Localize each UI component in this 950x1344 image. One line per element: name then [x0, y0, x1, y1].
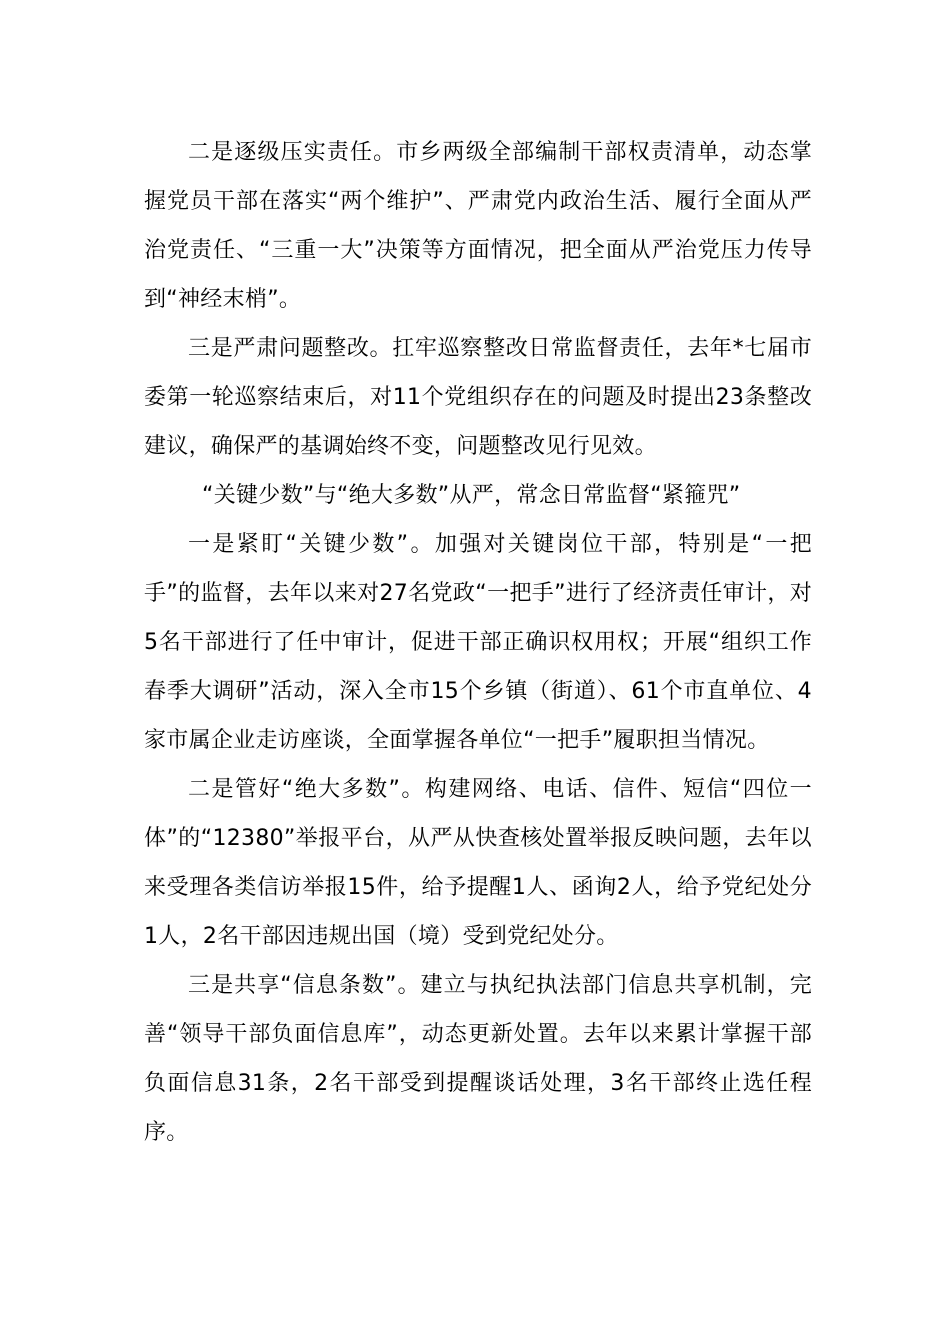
paragraph-information-sharing: 三是共享“信息条数”。建立与执纪执法部门信息共享机制，完善“领导干部负面信息库”，动态更新处置。去年以来累计掌握干部负面信息31条，2名干部受到提醒谈话处理，3名干部终止选任程序。 [144, 973, 812, 1145]
paragraph-key-minority: 一是紧盯“关键少数”。加强对关键岗位干部，特别是“一把手”的监督，去年以来对27名党政“一把手”进行了经济责任审计，对5名干部进行了任中审计，促进干部正确识权用权；开展“组织工作春季大调研”活动，深入全市15个乡镇（街道）、61个市直单位、4家市属企业走访座谈，全面掌握各单位“一把手”履职担当情况。 [144, 532, 812, 753]
paragraph-responsibility: 二是逐级压实责任。市乡两级全部编制干部权责清单，动态掌握党员干部在落实“两个维护”、严肃党内政治生活、履行全面从严治党责任、“三重一大”决策等方面情况，把全面从严治党压力传导到“神经末梢”。 [144, 140, 812, 312]
paragraph-rectification: 三是严肃问题整改。扛牢巡察整改日常监督责任，去年*七届市委第一轮巡察结束后，对11个党组织存在的问题及时提出23条整改建议，确保严的基调始终不变，问题整改见行见效。 [144, 336, 812, 459]
section-heading: “关键少数”与“绝大多数”从严，常念日常监督“紧箍咒” [202, 483, 741, 508]
document-body [144, 128, 812, 1157]
paragraph-vast-majority: 二是管好“绝大多数”。构建网络、电话、信件、短信“四位一体”的“12380”举报平台，从严从快查核处置举报反映问题，去年以来受理各类信访举报15件，给予提醒1人、函询2人，给予党纪处分1人，2名干部因违规出国（境）受到党纪处分。 [144, 777, 812, 949]
